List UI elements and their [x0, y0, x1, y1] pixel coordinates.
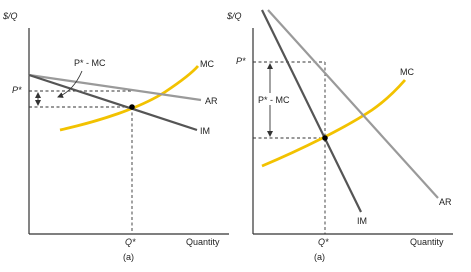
right-p-label: P* [236, 56, 246, 66]
left-panel [2, 11, 229, 262]
right-y-axis-label: $/Q [227, 11, 242, 21]
left-y-axis-label: $/Q [3, 11, 18, 21]
right-ar-label: AR [439, 197, 452, 207]
left-mc-label: MC [200, 59, 214, 69]
left-mc-curve [60, 66, 198, 130]
right-x-axis-label: Quantity [410, 237, 444, 247]
left-gap-label: P* - MC [74, 58, 106, 68]
left-q-label: Q* [125, 237, 136, 247]
right-im-label: IM [357, 216, 367, 226]
right-mc-label: MC [400, 67, 414, 77]
right-caption: (a) [314, 252, 325, 262]
left-im-line [29, 75, 197, 130]
right-q-label: Q* [318, 237, 329, 247]
left-im-label: IM [200, 126, 210, 136]
right-panel [226, 10, 453, 262]
right-equilibrium-point [322, 135, 328, 141]
left-equilibrium-point [129, 104, 135, 110]
right-im-line [262, 10, 361, 212]
right-gap-label: P* - MC [258, 95, 290, 105]
left-x-axis-label: Quantity [186, 237, 220, 247]
left-p-label: P* [12, 85, 22, 95]
left-gap-pointer-arrow [58, 71, 82, 97]
left-ar-line [29, 75, 201, 100]
left-caption: (a) [123, 252, 134, 262]
left-ar-label: AR [205, 96, 218, 106]
right-mc-curve [262, 80, 405, 166]
